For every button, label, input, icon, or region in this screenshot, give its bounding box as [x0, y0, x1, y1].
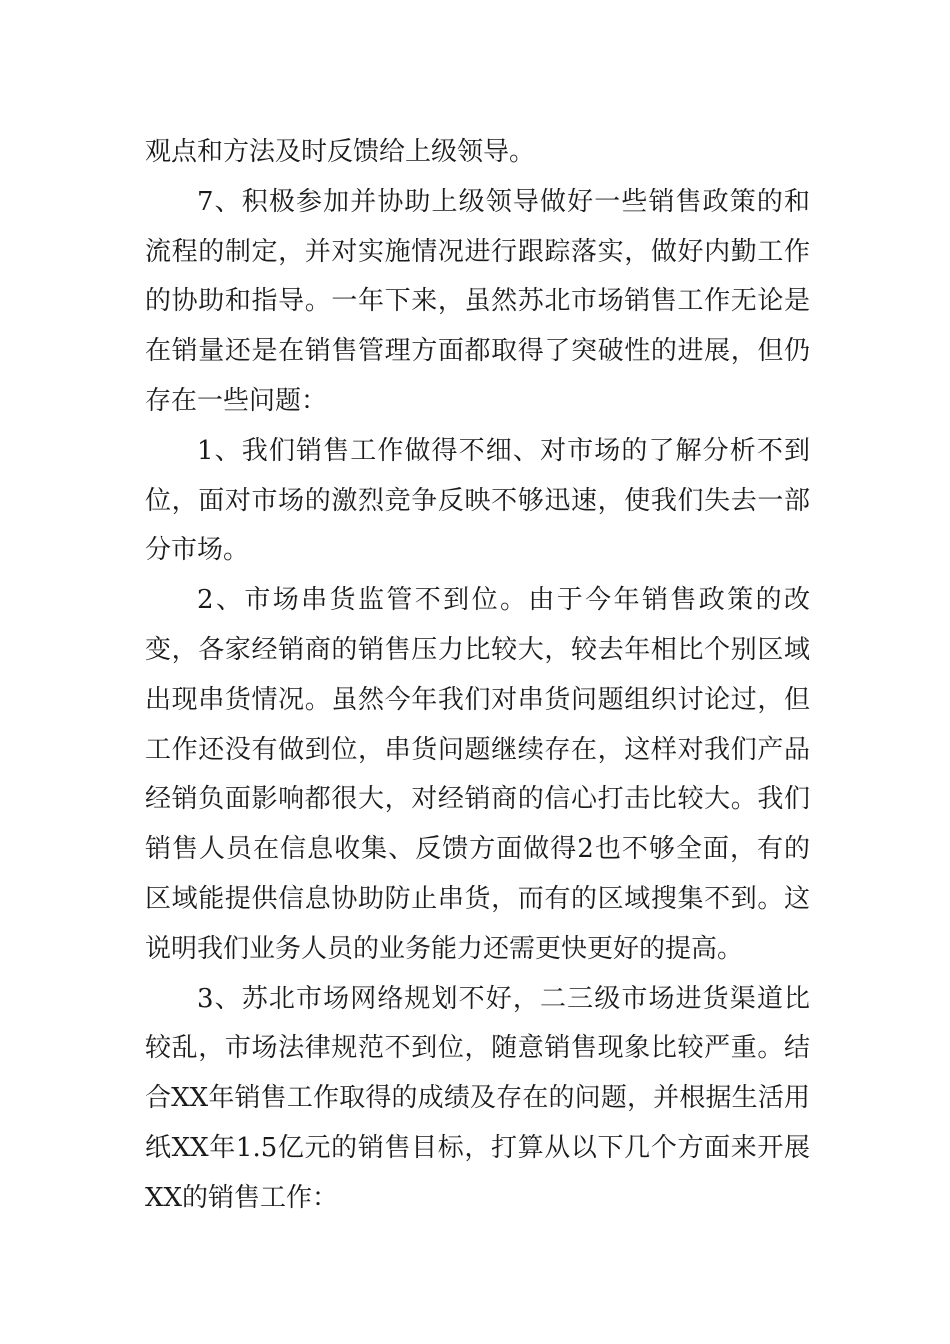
paragraph-problem-2: 2、市场串货监管不到位。由于今年销售政策的改变，各家经销商的销售压力比较大，较去年相比个别区域出现串货情况。虽然今年我们对串货问题组织讨论过，但工作还没有做到位，串货问题继续存在，这样对我们产品经销负面影响都很大，对经销商的信心打击比较大。我们销售人员在信息收集、反馈方面做得2也不够全面，有的区域能提供信息协助防止串货，而有的区域搜集不到。这说明我们业务人员的业务能力还需更快更好的提高。: [145, 585, 810, 964]
document-body: [145, 128, 810, 1224]
paragraph-item-7: 7、积极参加并协助上级领导做好一些销售政策的和流程的制定，并对实施情况进行跟踪落实，做好内勤工作的协助和指导。一年下来，虽然苏北市场销售工作无论是在销量还是在销售管理方面都取得了突破性的进展，但仍存在一些问题：: [145, 186, 810, 416]
paragraph-continuation: 观点和方法及时反馈给上级领导。: [145, 137, 536, 167]
paragraph-problem-1: 1、我们销售工作做得不细、对市场的了解分析不到位，面对市场的激烈竞争反映不够迅速，使我们失去一部分市场。: [145, 435, 810, 566]
paragraph-problem-3: 3、苏北市场网络规划不好，二三级市场进货渠道比较乱，市场法律规范不到位，随意销售现象比较严重。结合XX年销售工作取得的成绩及存在的问题，并根据生活用纸XX年1.5亿元的销售目标，打算从以下几个方面来开展XX的销售工作：: [145, 983, 810, 1213]
